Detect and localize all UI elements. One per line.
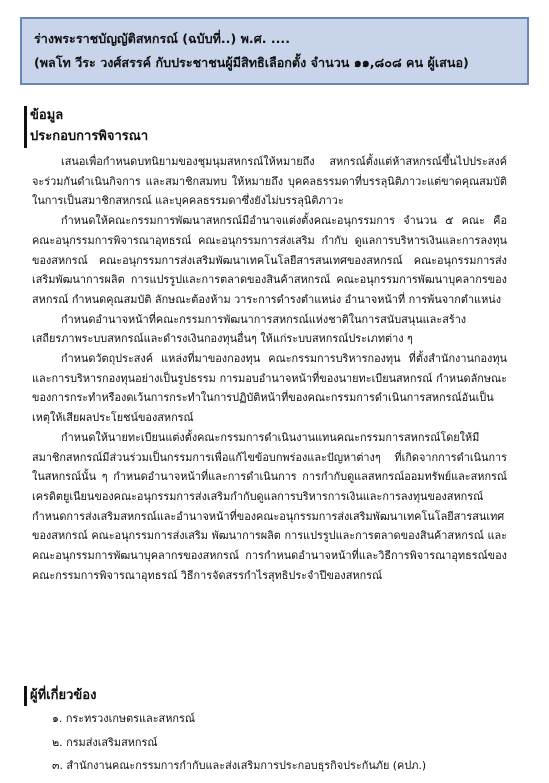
paragraph: เสนอเพื่อกำหนดบทนิยามของชุมนุมสหกรณ์ให้หมายถึง สหกรณ์ตั้งแต่ห้าสหกรณ์ขึ้นไปประสงค์จะร่วมกันดำเนินกิจการ และสมาชิกสมทบ ให้หมายถึง บุคคลธรรมดาที่บรรลุนิติภาวะแต่ขาดคุณสมบัติในการเป็นสมาชิกสหกรณ์ และบุคคลธรรมดาซึ่งยังไม่บรรลุนิติภาวะ: [32, 155, 507, 208]
document-title: ร่างพระราชบัญญัติสหกรณ์ (ฉบับที่..) พ.ศ. ....: [34, 31, 290, 46]
info-body: [32, 152, 507, 585]
paragraph: กำหนดให้คณะกรรมการพัฒนาสหกรณ์มีอำนาจแต่งตั้งคณะอนุกรรมการ จำนวน ๕ คณะ คือ คณะอนุกรรมการพิจารณาอุทธรณ์ คณะอนุกรรมการส่งเสริม กำกับ ดูแลการบริหารเงินและการลงทุนของสหกรณ์ คณะอนุกรรมการส่งเสริมพัฒนาเทคโนโลยีสารสนเทศของสหกรณ์ คณะอนุกรรมการส่งเสริมพัฒนาการผลิต การแปรรูปและการตลาดของสินค้าสหกรณ์ คณะอนุกรรมการพัฒนาบุคลากรของสหกรณ์ กำหนดคุณสมบัติ ลักษณะต้องห้าม วาระการดำรงตำแหน่ง อำนาจหน้าที่ การพ้นจากตำแหน่ง: [32, 214, 507, 306]
document-subtitle: (พลโท วีระ วงศ์สรรค์ กับประชาชนผู้มีสิทธิเลือกตั้ง จำนวน ๑๑,๘๐๘ คน ผู้เสนอ): [34, 55, 469, 70]
paragraph: กำหนดวัตถุประสงค์ แหล่งที่มาของกองทุน คณะกรรมการบริหารกองทุน ที่ตั้งสำนักงานกองทุนและการบริหารกองทุนอย่างเป็นรูปธรรม การมอบอำนาจหน้าที่ของนายทะเบียนสหกรณ์ กำหนดลักษณะของการกระทำหรืองดเว้นการกระทำในการปฏิบัติหน้าที่ของคณะกรรมการดำเนินการสหกรณ์อันเป็นเหตุให้เสียผลประโยชน์ของสหกรณ์: [32, 352, 507, 425]
paragraph: กำหนดอำนาจหน้าที่คณะกรรมการพัฒนาการสหกรณ์แห่งชาติในการสนับสนุนและสร้างเสถียรภาพระบบสหกรณ์และดำรงเงินกองทุนอื่นๆ ให้แก่ระบบสหกรณ์ประเภทต่าง ๆ: [32, 312, 467, 346]
section-heading-related: ผู้ที่เกี่ยวข้อง: [30, 688, 97, 703]
section-heading-info: ข้อมูล: [30, 108, 64, 123]
section-subheading-info: ประกอบการพิจารณา: [30, 129, 149, 144]
section-heading-bar-related: [24, 686, 27, 706]
related-agencies-list: [52, 707, 426, 778]
document-title-box: [20, 17, 529, 85]
paragraph: กำหนดให้นายทะเบียนแต่งตั้งคณะกรรมการดำเนินงานแทนคณะกรรมการสหกรณ์โดยให้มีสมาชิกสหกรณ์มีส่วนร่วมเป็นกรรมการเพื่อแก้ไขข้อบกพร่องและปัญหาต่างๆ ที่เกิดจากการดำเนินการในสหกรณ์นั้น ๆ กำหนดอำนาจหน้าที่และการดำเนินการ การกำกับดูแลสหกรณ์ออมทรัพย์และสหกรณ์เครดิตยูเนียนของคณะอนุกรรมการส่งเสริมกำกับดูแลการบริหารการเงินและการลงทุนของสหกรณ์ กำหนดการส่งเสริมสหกรณ์และอำนาจหน้าที่ของคณะอนุกรรมการส่งเสริมพัฒนาเทคโนโลยีสารสนเทศของสหกรณ์ คณะอนุกรรมการส่งเสริม พัฒนาการผลิต การแปรรูปและการตลาดของสินค้าสหกรณ์ และคณะอนุกรรมการพัฒนาบุคลากรของสหกรณ์ การกำหนดอำนาจหน้าที่และวิธีการพิจารณาอุทธรณ์ของคณะกรรมการพิจารณาอุทธรณ์ วิธีการจัดสรรกำไรสุทธิประจำปีของสหกรณ์: [32, 430, 507, 582]
section-heading-bar-info: [24, 106, 27, 148]
list-item: ๓. สำนักงานคณะกรรมการกำกับและส่งเสริมการประกอบธุรกิจประกันภัย (คปภ.): [52, 759, 427, 772]
list-item: ๑. กระทรวงเกษตรและสหกรณ์: [52, 712, 195, 725]
list-item: ๒. กรมส่งเสริมสหกรณ์: [52, 735, 158, 749]
